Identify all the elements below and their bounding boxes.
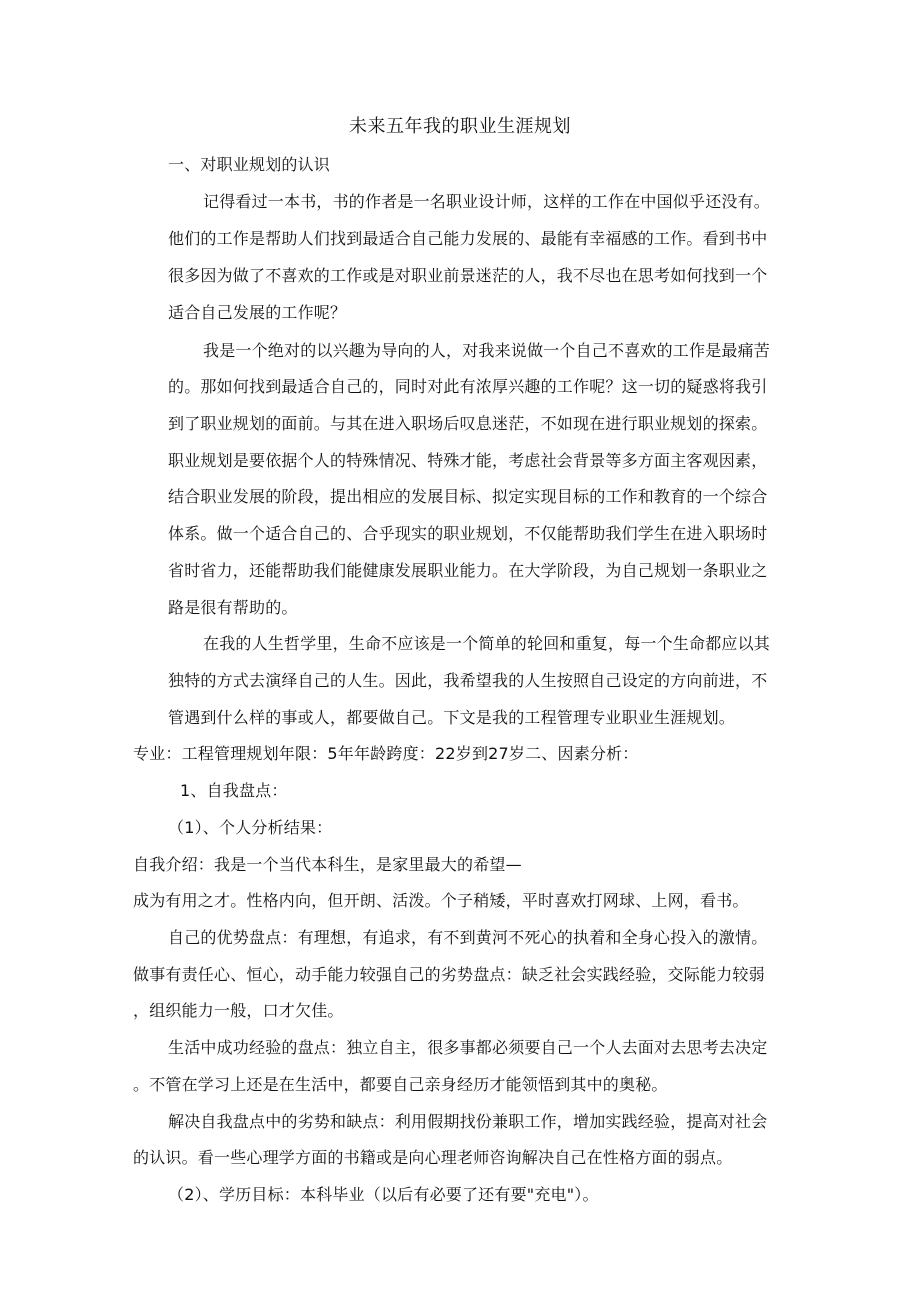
paragraph-line: 的认识。看一些心理学方面的书籍或是向心理老师咨询解决自己在性格方面的弱点。 xyxy=(133,1148,733,1167)
subsection-heading: （1）、个人分析结果： xyxy=(168,818,333,837)
paragraph-line: （2）、学历目标：本科毕业（以后有必要了还有要"充电"）。 xyxy=(168,1185,599,1204)
paragraph-line: 我是一个绝对的以兴趣为导向的人，对我来说做一个自己不喜欢的工作是最痛苦 xyxy=(203,341,771,360)
paragraph-line: 生活中成功经验的盘点：独立自主，很多事都必须要自己一个人去面对去思考去决定 xyxy=(168,1038,768,1057)
paragraph-line: 路是很有帮助的。 xyxy=(168,598,298,617)
paragraph-line: 独特的方式去演绎自己的人生。因此，我希望我的人生按照自己设定的方向前进，不 xyxy=(168,671,768,690)
paragraph-line: 的。那如何找到最适合自己的，同时对此有浓厚兴趣的工作呢？这一切的疑惑将我引 xyxy=(168,377,768,396)
paragraph-line: 。不管在学习上还是在生活中，都要自己亲身经历才能领悟到其中的奥秘。 xyxy=(133,1075,668,1094)
paragraph-line: 适合自己发展的工作呢？ xyxy=(168,303,347,322)
paragraph-line: 专业：工程管理规划年限：5年年龄跨度：22岁到27岁二、因素分析： xyxy=(133,744,639,763)
paragraph-line: 很多因为做了不喜欢的工作或是对职业前景迷茫的人，我不尽也在思考如何找到一个 xyxy=(168,266,768,285)
paragraph-line: 结合职业发展的阶段，提出相应的发展目标、拟定实现目标的工作和教育的一个综合 xyxy=(168,487,768,506)
subsection-heading: 1、自我盘点： xyxy=(180,781,288,800)
paragraph-line: 到了职业规划的面前。与其在进入职场后叹息迷茫，不如现在进行职业规划的探索。 xyxy=(168,414,768,433)
paragraph-line: 自己的优势盘点：有理想，有追求，有不到黄河不死心的执着和全身心投入的激情。 xyxy=(168,928,768,947)
paragraph-line: 自我介绍：我是一个当代本科生，是家里最大的希望— xyxy=(133,855,522,874)
paragraph-line: 成为有用之才。性格内向，但开朗、活泼。个子稍矮，平时喜欢打网球、上网，看书。 xyxy=(133,891,749,910)
paragraph-line: ，组织能力一般，口才欠佳。 xyxy=(133,1001,344,1020)
section-heading: 一、对职业规划的认识 xyxy=(168,155,331,174)
paragraph-line: 做事有责任心、恒心，动手能力较强自己的劣势盘点：缺乏社会实践经验，交际能力较弱 xyxy=(133,965,765,984)
paragraph-line: 省时省力，还能帮助我们能健康发展职业能力。在大学阶段，为自己规划一条职业之 xyxy=(168,561,768,580)
paragraph-line: 解决自我盘点中的劣势和缺点：利用假期找份兼职工作，增加实践经验，提高对社会 xyxy=(168,1112,768,1131)
paragraph-line: 职业规划是要依据个人的特殊情况、特殊才能，考虑社会背景等多方面主客观因素， xyxy=(168,451,768,470)
paragraph-line: 管遇到什么样的事或人，都要做自己。下文是我的工程管理专业职业生涯规划。 xyxy=(168,708,736,727)
document-title: 未来五年我的职业生涯规划 xyxy=(349,116,571,137)
paragraph-line: 在我的人生哲学里，生命不应该是一个简单的轮回和重复，每一个生命都应以其 xyxy=(203,634,771,653)
paragraph-line: 记得看过一本书，书的作者是一名职业设计师，这样的工作在中国似乎还没有。 xyxy=(203,192,771,211)
paragraph-line: 体系。做一个适合自己的、合乎现实的职业规划，不仅能帮助我们学生在进入职场时 xyxy=(168,524,768,543)
paragraph-line: 他们的工作是帮助人们找到最适合自己能力发展的、最能有幸福感的工作。看到书中 xyxy=(168,229,768,248)
